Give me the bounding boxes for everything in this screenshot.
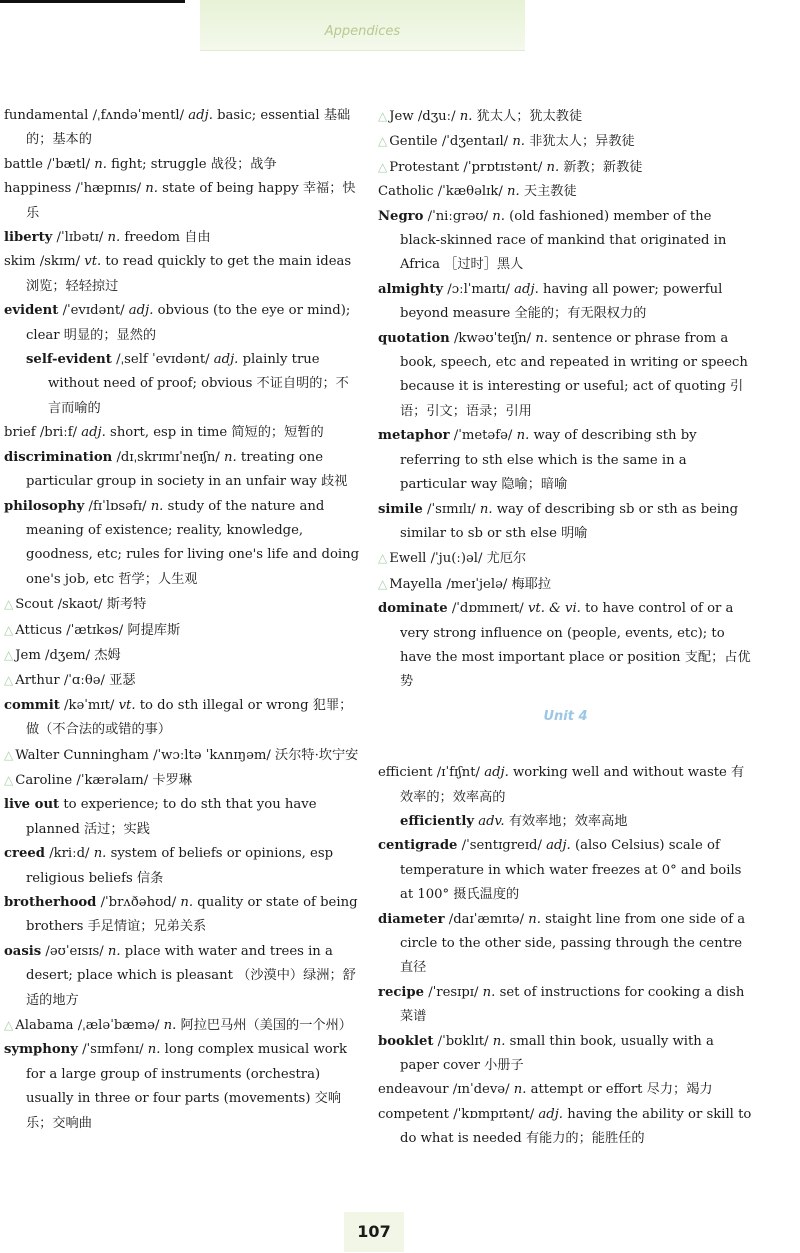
entry-headword: Walter Cunningham	[15, 747, 149, 763]
glossary-entry	[4, 842, 362, 891]
entry-part-of-speech: n.	[163, 1018, 177, 1034]
glossary-entry	[4, 891, 362, 940]
entry-pronunciation: /briːf/	[39, 425, 78, 441]
entry-definition: having the ability or skill to do what is needed 有能力的；能胜任的	[400, 1106, 752, 1147]
glossary-entry	[378, 908, 753, 981]
entry-definition: set of instructions for cooking a dish 菜谱	[400, 984, 745, 1025]
entry-part-of-speech: n.	[107, 230, 121, 246]
entry-headword: metaphor	[378, 428, 450, 444]
entry-headword: Ewell	[389, 551, 427, 567]
glossary-entry	[378, 155, 753, 180]
entry-pronunciation: /ˈɑːθə/	[63, 673, 105, 689]
entry-headword: quotation	[378, 330, 450, 346]
entry-pronunciation: /fɪˈlɒsəfɪ/	[88, 498, 147, 514]
entry-headword: competent	[378, 1106, 449, 1122]
entry-headword: commit	[4, 697, 60, 713]
glossary-entry	[4, 177, 362, 226]
entry-pronunciation: /ˈkæθəlɪk/	[437, 184, 503, 200]
entry-pronunciation: /kəˈmɪt/	[64, 697, 115, 713]
entry-part-of-speech: n.	[93, 846, 107, 862]
entry-part-of-speech: n.	[150, 498, 164, 514]
glossary-entry	[378, 546, 753, 571]
glossary-entry	[4, 348, 362, 421]
entry-definition: 阿提库斯	[127, 622, 181, 638]
entry-definition: fight; struggle 战役；战争	[111, 156, 277, 172]
triangle-icon: △	[4, 673, 14, 688]
glossary-entry	[378, 498, 753, 547]
entry-pronunciation: /kriːd/	[49, 846, 90, 862]
glossary-entry	[4, 643, 362, 668]
entry-definition: 天主教徒	[523, 184, 577, 200]
entry-headword: Arthur	[15, 673, 60, 689]
entry-definition: to have control of or a very strong influence on (people, events, etc); to have the most important place or position 支配；占优势	[400, 601, 751, 690]
entry-definition: 非犹太人；异教徒	[529, 134, 635, 150]
entry-pronunciation: /ˌæləˈbæmə/	[77, 1018, 160, 1034]
entry-part-of-speech: adj.	[538, 1106, 563, 1122]
entry-pronunciation: /ˈlɪbətɪ/	[56, 230, 104, 246]
entry-headword: diameter	[378, 911, 445, 927]
entry-definition: 亚瑟	[109, 673, 136, 689]
entry-headword: happiness	[4, 181, 72, 197]
entry-definition: 阿拉巴马州（美国的一个州）	[180, 1018, 352, 1034]
glossary-entry	[4, 250, 362, 299]
entry-definition: quality or state of being brothers 手足情谊；兄弟关系	[26, 895, 358, 935]
entry-pronunciation: /ˈsentɪgreɪd/	[461, 838, 542, 854]
entry-pronunciation: /ˈmetəfə/	[453, 428, 513, 444]
entry-pronunciation: /dɪˌskrɪmɪˈneɪʃn/	[116, 449, 220, 465]
entry-definition: sentence or phrase from a book, speech, etc and repeated in writing or speech because it is interesting or useful; act of quoting 引语；引文；语录；引用	[400, 330, 748, 419]
entry-part-of-speech: n.	[94, 156, 107, 172]
entry-part-of-speech: n.	[180, 895, 194, 910]
entry-definition: 沃尔特·坎宁安	[275, 747, 359, 763]
entry-headword: brief	[4, 425, 36, 441]
entry-part-of-speech: n.	[513, 1082, 527, 1098]
entry-part-of-speech: n.	[482, 984, 496, 1000]
entry-part-of-speech: n.	[145, 181, 158, 197]
entry-part-of-speech: adj.	[514, 281, 539, 297]
entry-headword: creed	[4, 846, 45, 862]
triangle-icon: △	[4, 622, 14, 637]
entry-pronunciation: /skɪm/	[39, 254, 81, 270]
entry-headword: Mayella	[389, 576, 443, 592]
entry-pronunciation: /ˈwɔːltə ˈkʌnɪŋəm/	[153, 747, 271, 763]
entry-definition: treating one particular group in society in an unfair way 歧视	[26, 449, 348, 490]
page-number: 107	[344, 1212, 404, 1252]
entry-definition: 犹太人；犹太教徒	[476, 109, 583, 124]
entry-pronunciation: /kwəʊˈteɪʃn/	[453, 330, 532, 346]
entry-pronunciation: /ˈbrʌðəhʊd/	[100, 895, 177, 910]
entry-headword: endeavour	[378, 1082, 449, 1098]
entry-part-of-speech: adj.	[188, 108, 213, 123]
triangle-icon: △	[378, 159, 388, 174]
glossary-entry	[378, 205, 753, 278]
entry-part-of-speech: n.	[512, 134, 525, 150]
entry-definition: (also Celsius) scale of temperature in which water freezes at 0° and boils at 100° 摄氏温度的	[400, 838, 742, 903]
entry-definition: way of describing sb or sth as being similar to sb or sth else 明喻	[400, 501, 739, 541]
entry-pronunciation: /ˈevɪdənt/	[62, 303, 125, 319]
entry-part-of-speech: n.	[507, 184, 520, 200]
entry-part-of-speech: vt.	[84, 254, 102, 270]
triangle-icon: △	[378, 576, 388, 591]
entry-pronunciation: /ɪˈfɪʃnt/	[436, 765, 480, 781]
glossary-entry	[4, 153, 362, 177]
header-title: Appendices	[324, 24, 401, 39]
entry-definition: short, esp in time 简短的；短暂的	[110, 425, 324, 441]
entry-pronunciation: /ɪnˈdevə/	[452, 1082, 510, 1098]
glossary-entry	[4, 226, 362, 250]
entry-pronunciation: /ˈniːgrəʊ/	[427, 208, 489, 224]
entry-pronunciation: /ˈbætl/	[47, 156, 91, 172]
glossary-entry	[378, 180, 753, 204]
entry-definition: having all power; powerful beyond measure 全能的；有无限权力的	[400, 281, 723, 322]
entry-headword: skim	[4, 254, 36, 270]
triangle-icon: △	[4, 747, 14, 762]
entry-headword: self-evident	[26, 352, 112, 368]
glossary-entry	[4, 592, 362, 617]
entry-definition: 有效率地；效率高地	[508, 813, 628, 829]
entry-pronunciation: /ˈsɪmɪlɪ/	[427, 501, 476, 517]
entry-definition: obvious (to the eye or mind); clear 明显的；显然的	[26, 303, 351, 343]
entry-pronunciation: /ˈprɒtɪstənt/	[463, 159, 543, 175]
entry-headword: oasis	[4, 943, 42, 959]
entry-definition: attempt or effort 尽力；竭力	[530, 1082, 713, 1098]
entry-headword: recipe	[378, 984, 424, 1000]
entry-part-of-speech: n.	[107, 943, 121, 959]
entry-headword: Gentile	[389, 134, 438, 150]
entry-part-of-speech: adj.	[81, 425, 106, 441]
entry-headword: Jew	[389, 109, 414, 124]
entry-pronunciation: /ˈætɪkəs/	[66, 622, 124, 638]
entry-part-of-speech: n.	[535, 330, 548, 346]
entry-part-of-speech: n.	[147, 1042, 161, 1058]
triangle-icon: △	[4, 647, 14, 662]
entry-part-of-speech: adj.	[484, 765, 509, 781]
entry-headword: Caroline	[15, 772, 73, 788]
entry-headword: booklet	[378, 1033, 434, 1049]
entry-part-of-speech: adv.	[478, 813, 505, 829]
entry-definition: long complex musical work for a large group of instruments (orchestra) usually in three or four parts (movements) 交响乐；交响曲	[26, 1042, 347, 1131]
glossary-entry	[4, 495, 362, 593]
entry-definition: small thin book, usually with a paper cover 小册子	[400, 1033, 714, 1074]
glossary-entry	[378, 572, 753, 597]
glossary-entry	[4, 940, 362, 1013]
glossary-entry	[378, 278, 753, 327]
entry-headword: Protestant	[389, 159, 460, 175]
glossary-entry	[378, 1078, 753, 1102]
entry-headword: battle	[4, 156, 43, 172]
entry-headword: Alabama	[15, 1018, 74, 1034]
glossary-entry	[4, 421, 362, 445]
glossary-entry	[4, 768, 362, 793]
right-column-entries-a	[378, 104, 753, 695]
entry-definition: 卡罗琳	[152, 772, 192, 788]
entry-pronunciation: /dʒem/	[45, 647, 91, 663]
glossary-entry	[378, 810, 753, 834]
entry-headword: Negro	[378, 208, 424, 224]
entry-definition: to experience; to do sth that you have planned 活过；实践	[26, 797, 317, 837]
right-column-entries-b	[378, 761, 753, 1152]
entry-pronunciation: /ˈresɪpɪ/	[428, 984, 479, 1000]
entry-headword: discrimination	[4, 449, 113, 465]
entry-definition: 新教；新教徒	[563, 159, 643, 175]
triangle-icon: △	[4, 772, 14, 787]
entry-headword: centigrade	[378, 838, 458, 854]
glossary-entry	[378, 104, 753, 129]
entry-headword: Catholic	[378, 184, 434, 200]
entry-definition: way of describing sth by referring to sth else which is the same in a particular way 隐喻；暗喻	[400, 428, 697, 493]
entry-pronunciation: /daɪˈæmɪtə/	[448, 911, 525, 927]
entry-pronunciation: /ˈhæpɪnɪs/	[75, 181, 142, 197]
glossary-entry	[4, 618, 362, 643]
entry-headword: dominate	[378, 601, 448, 617]
entry-headword: efficiently	[400, 813, 475, 829]
glossary-entry	[378, 981, 753, 1030]
entry-pronunciation: /ˈju(ː)əl/	[430, 551, 483, 567]
glossary-entry	[378, 597, 753, 695]
glossary-entry	[378, 1103, 753, 1152]
entry-headword: fundamental	[4, 108, 89, 123]
entry-pronunciation: /ˈkærəlaɪn/	[76, 772, 149, 788]
entry-definition: working well and without waste 有效率的；效率高的	[400, 765, 745, 805]
entry-part-of-speech: adj.	[128, 303, 154, 319]
entry-headword: efficient	[378, 765, 433, 781]
left-column	[4, 104, 362, 1136]
entry-headword: liberty	[4, 230, 53, 246]
entry-part-of-speech: n.	[492, 1033, 506, 1049]
glossary-entry	[378, 129, 753, 154]
entry-part-of-speech: adj.	[213, 352, 239, 368]
triangle-icon: △	[378, 551, 388, 566]
entry-part-of-speech: n.	[479, 501, 493, 517]
unit-heading: Unit 4	[543, 708, 588, 724]
entry-definition: freedom 自由	[124, 230, 211, 246]
entry-definition: to do sth illegal or wrong 犯罪；做（不合法的或错的事）	[26, 697, 353, 738]
entry-definition: 杰姆	[94, 647, 121, 663]
entry-headword: philosophy	[4, 498, 85, 514]
glossary-entry	[4, 446, 362, 495]
entry-pronunciation: /ˌfʌndəˈmentl/	[92, 108, 185, 123]
entry-definition: plainly true without need of proof; obvious 不证自明的；不言而喻的	[48, 352, 349, 416]
header-band	[200, 0, 525, 51]
entry-definition: 梅耶拉	[511, 576, 552, 592]
glossary-entry	[378, 1030, 753, 1079]
entry-part-of-speech: adj.	[546, 838, 571, 854]
entry-part-of-speech: n.	[492, 208, 505, 224]
entry-headword: Scout	[15, 597, 54, 613]
entry-definition: system of beliefs or opinions, esp religious beliefs 信条	[26, 846, 334, 886]
glossary-entry	[4, 299, 362, 348]
glossary-entry	[4, 743, 362, 768]
entry-definition: to read quickly to get the main ideas 浏览；轻轻掠过	[26, 254, 352, 294]
glossary-entry	[378, 327, 753, 425]
entry-headword: simile	[378, 501, 423, 517]
entry-pronunciation: /dʒuː/	[417, 109, 456, 124]
entry-definition: staight line from one side of a circle to the other side, passing through the centre 直径	[400, 911, 746, 976]
entry-part-of-speech: vt. & vi.	[527, 601, 581, 617]
entry-pronunciation: /ˈbʊklɪt/	[437, 1033, 489, 1049]
entry-pronunciation: /ˈsɪmfənɪ/	[82, 1042, 144, 1058]
entry-headword: Jem	[15, 647, 41, 663]
entry-definition: state of being happy 幸福；快乐	[26, 181, 356, 221]
entry-pronunciation: /ɔːlˈmaɪtɪ/	[447, 281, 510, 297]
triangle-icon: △	[4, 1018, 14, 1033]
entry-part-of-speech: n.	[516, 428, 530, 444]
entry-definition: (old fashioned) member of the black-skinned race of mankind that originated in Africa ［过时］黑人	[400, 208, 727, 273]
entry-part-of-speech: vt.	[118, 697, 136, 713]
entry-pronunciation: /əʊˈeɪsɪs/	[45, 943, 104, 959]
entry-headword: evident	[4, 303, 59, 319]
glossary-entry	[4, 793, 362, 842]
entry-pronunciation: /ˈdɒmɪneɪt/	[451, 601, 524, 617]
glossary-entry	[378, 834, 753, 907]
entry-pronunciation: /ˈkɒmpɪtənt/	[453, 1106, 535, 1122]
entry-pronunciation: /skaʊt/	[57, 597, 103, 613]
entry-definition: 尤厄尔	[486, 551, 527, 567]
glossary-entry	[4, 104, 362, 153]
entry-definition: basic; essential 基础的；基本的	[26, 108, 351, 148]
entry-pronunciation: /meɪˈjelə/	[446, 576, 508, 592]
glossary-entry	[4, 1013, 362, 1038]
entry-headword: almighty	[378, 281, 444, 297]
entry-pronunciation: /ˌself ˈevɪdənt/	[116, 352, 210, 368]
entry-part-of-speech: n.	[459, 109, 473, 124]
entry-definition: 斯考特	[106, 597, 147, 613]
entry-headword: live out	[4, 797, 60, 813]
triangle-icon: △	[378, 134, 388, 149]
glossary-entry	[4, 668, 362, 693]
entry-pronunciation: /ˈdʒentaɪl/	[441, 134, 509, 150]
entry-part-of-speech: n.	[528, 911, 541, 927]
glossary-entry	[378, 424, 753, 497]
triangle-icon: △	[4, 597, 14, 612]
entry-definition: study of the nature and meaning of existence; reality, knowledge, goodness, etc; rules for living one's life and doing one's job, etc 哲学；人生观	[26, 498, 360, 587]
glossary-entry	[4, 1038, 362, 1136]
right-column	[378, 104, 753, 1152]
entry-definition: place with water and trees in a desert; place which is pleasant （沙漠中）绿洲；舒适的地方	[26, 943, 356, 1008]
entry-headword: Atticus	[15, 622, 62, 638]
glossary-entry	[378, 761, 753, 810]
glossary-entry	[4, 694, 362, 743]
entry-headword: symphony	[4, 1042, 78, 1058]
entry-part-of-speech: n.	[546, 159, 560, 175]
entry-headword: brotherhood	[4, 895, 97, 910]
triangle-icon: △	[378, 109, 388, 123]
page-top-rule	[0, 0, 185, 3]
entry-part-of-speech: n.	[224, 449, 237, 465]
